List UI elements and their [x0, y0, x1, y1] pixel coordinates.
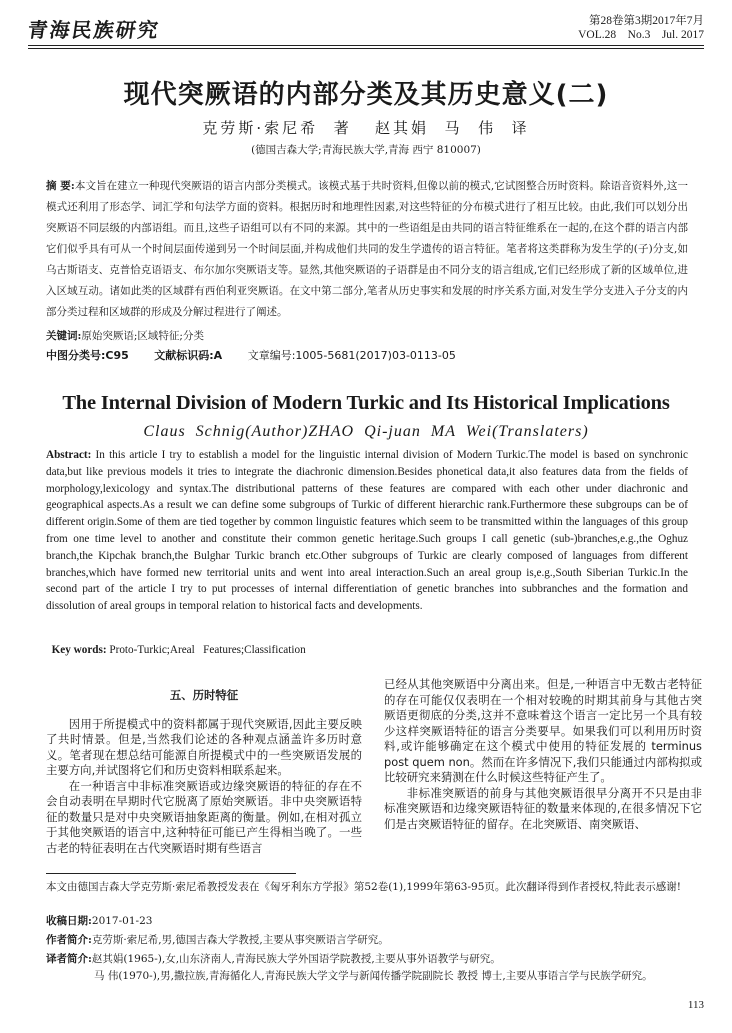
- keywords-en: [46, 632, 306, 656]
- page-number: 113: [687, 999, 704, 1011]
- abstract-cn-label: 摘 要:: [46, 180, 75, 192]
- footnote-rule: [46, 873, 296, 874]
- journal-logo: 青海民族研究: [26, 18, 162, 42]
- footnote-received: [46, 914, 696, 929]
- body-paragraph: 非标准突厥语的前身与其他突厥语很早分离开不只是由非标准突厥语和边缘突厥语特征的数量来体现的,在很多情况下它们是古突厥语特征的留存。在北突厥语、南突厥语、: [384, 785, 702, 831]
- keywords-cn-label: 关键词:: [46, 330, 82, 342]
- body-paragraph: 在一种语言中非标准突厥语或边缘突厥语的特征的存在不会自动表明在早期时代它脱离了原始突厥语。非中央突厥语特征的数量只是对中央突厥语抽象距离的衡量。例如,在相对孤立于其他突厥语的语言中,这种特征可能已产生得相当晚了。一些古老的特征表明在古代突厥语时期有些语言: [46, 778, 362, 855]
- page-title: 现代突厥语的内部分类及其历史意义(二): [123, 80, 609, 110]
- abstract-en-label: Abstract:: [46, 449, 92, 461]
- abstract-en-text: In this article I try to establish a model for the linguistic internal division of Modern Turkic.The model is based on synchronic data,but like previous models it tries to integrate the diachronic dimension.Besides phonetical data,it also features data from the fields of morphology,lexicology and syntax.The distributional patterns of these features are compared with each other under diachronic and geographical aspects.As a result we can define some subgroups of Turkic of different hierarchic rank.Furthermore these subgroups can be of different origin.Some of them are tied together by common linguistic features which seem to be transmitted within the languages of this group from one time level to another and constitute their common genetic heritage.Such groups I call genetic (sub-)branches,e.g.,the Oghuz branch,the Kipchak branch,the Bulghar Turkic branch etc.Other subgroups of Turkic are clearly composed of languages from different branches,which have formed new territorial units and went into areal interaction.Such an areal group is,e.g.,South Siberian Turkic.In the second part of the article I try to put processes of internal differentiation of genetic branches into subbranches and the formation and dissolution of areal groups in temporal relation to historical facts and developments.: [46, 449, 688, 613]
- authors-cn: 克劳斯·索尼希 著 赵其娟 马 伟 译: [202, 119, 530, 137]
- footnote-source: 本文由德国吉森大学克劳斯·索尼希教授发表在《匈牙利东方学报》第52卷(1),1999年第63-95页。此次翻译得到作者授权,特此表示感谢!: [46, 881, 681, 893]
- abstract-cn-text: 本文旨在建立一种现代突厥语的语言内部分类模式。该模式基于共时资料,但像以前的模式,它试图整合历时资料。除语音资料外,这一模式还利用了形态学、词汇学和句法学方面的资料。根据历时和地理性因素,对这些特征的分布模式进行了相互比较。由此,我们可以划分出突厥语不同层级的内部语组。而且,这些子语组可以有不同的来源。其中的一些语组是由共同的语言特征维系在一起的,在这个群的语言内部它们似乎具有可从一个时间层面传递到另一个时间层面,并构成他们共同的发生学遗传的语言特征。笔者将这类群称为发生学的(子)分支,如乌古斯语支、克普恰克语语支、布尔加尔突厥语支等。显然,其他突厥语的子语群是由不同分支的语言组成,它们已经形成了新的区域单位,进入区域互动。诸如此类的区域群有西伯利亚突厥语。在文中第二部分,笔者从历史事实和发展的时序关系方面,对发生学分支进入子分支的内部分类过程和区域群的形成及分解过程进行了阐述。: [46, 180, 688, 318]
- article-number: 文章编号:1005-5681(2017)03-0113-05: [247, 349, 456, 362]
- keywords-en-text: Proto-Turkic;Areal Features;Classification: [106, 644, 306, 656]
- keywords-cn-text: 原始突厥语;区域特征;分类: [81, 330, 204, 342]
- footnote-translator-2: 马 伟(1970-),男,撒拉族,青海循化人,青海民族大学文学与新闻传播学院副院长 教授 博士,主要从事语言学与民族学研究。: [94, 970, 653, 982]
- body-paragraph: 已经从其他突厥语中分离出来。但是,一种语言中无数古老特征的存在可能仅仅表明在一个相对较晚的时期其前身与其他古突厥语更彻底的分类,这并不意味着这个语言一定比另一个具有较少这样突厥语特征的语言分类要早。如果我们可以利用历时资料,或许能够确定在这个模式中使用的特征发展的 terminus post quem non。然而在许多情况下,我们只能通过内部构拟或比较研究来猜测在什么时候这些特征产生了。: [384, 677, 702, 784]
- body-column-right: [384, 677, 702, 832]
- abstract-en: [46, 447, 688, 615]
- translator-label: 译者简介:: [46, 953, 92, 965]
- header-rule: [28, 45, 704, 46]
- received-date: 2017-01-23: [91, 915, 153, 927]
- issue-en: VOL.28 No.3 Jul. 2017: [578, 29, 704, 41]
- author-label: 作者简介:: [46, 934, 92, 946]
- authors-en: Claus Schnig(Author)ZHAO Qi-juan MA Wei(Translaters): [143, 423, 589, 440]
- keywords-en-label: Key words:: [51, 644, 107, 656]
- body-column-left: [46, 688, 362, 856]
- header-rule-thin: [28, 48, 704, 49]
- title-en: The Internal Division of Modern Turkic and Its Historical Implications: [62, 392, 670, 414]
- body-paragraph: 因用于所提模式中的资料都属于现代突厥语,因此主要反映了共时情景。但是,当然我们论述的各种观点涵盖许多历时意义。笔者现在想总结可能源自所提模式中的一些突厥语发展的主要方向,并试图将它们和历史资料相联系起来。: [46, 716, 362, 777]
- received-label: 收稿日期:: [46, 915, 92, 927]
- classification-meta: [46, 347, 688, 363]
- section-heading: 五、历时特征: [169, 688, 239, 702]
- footnote-author: [46, 933, 696, 948]
- issue-cn: 第28卷第3期2017年7月: [589, 15, 704, 27]
- issue-info: [578, 14, 704, 42]
- author-bio: 克劳斯·索尼希,男,德国吉森大学教授,主要从事突厥语言学研究。: [91, 934, 389, 946]
- keywords-cn: [46, 326, 688, 347]
- affiliation-cn: (德国吉森大学;青海民族大学,青海 西宁 810007): [251, 144, 481, 156]
- abstract-cn: [46, 176, 688, 323]
- clc-number: 中图分类号:C95: [46, 349, 129, 362]
- document-code: 文献标识码:A: [154, 349, 223, 362]
- translator-bio-1: 赵其娟(1965-),女,山东济南人,青海民族大学外国语学院教授,主要从事外语教学与研究。: [91, 953, 501, 965]
- footnote-translator-1: [46, 952, 696, 967]
